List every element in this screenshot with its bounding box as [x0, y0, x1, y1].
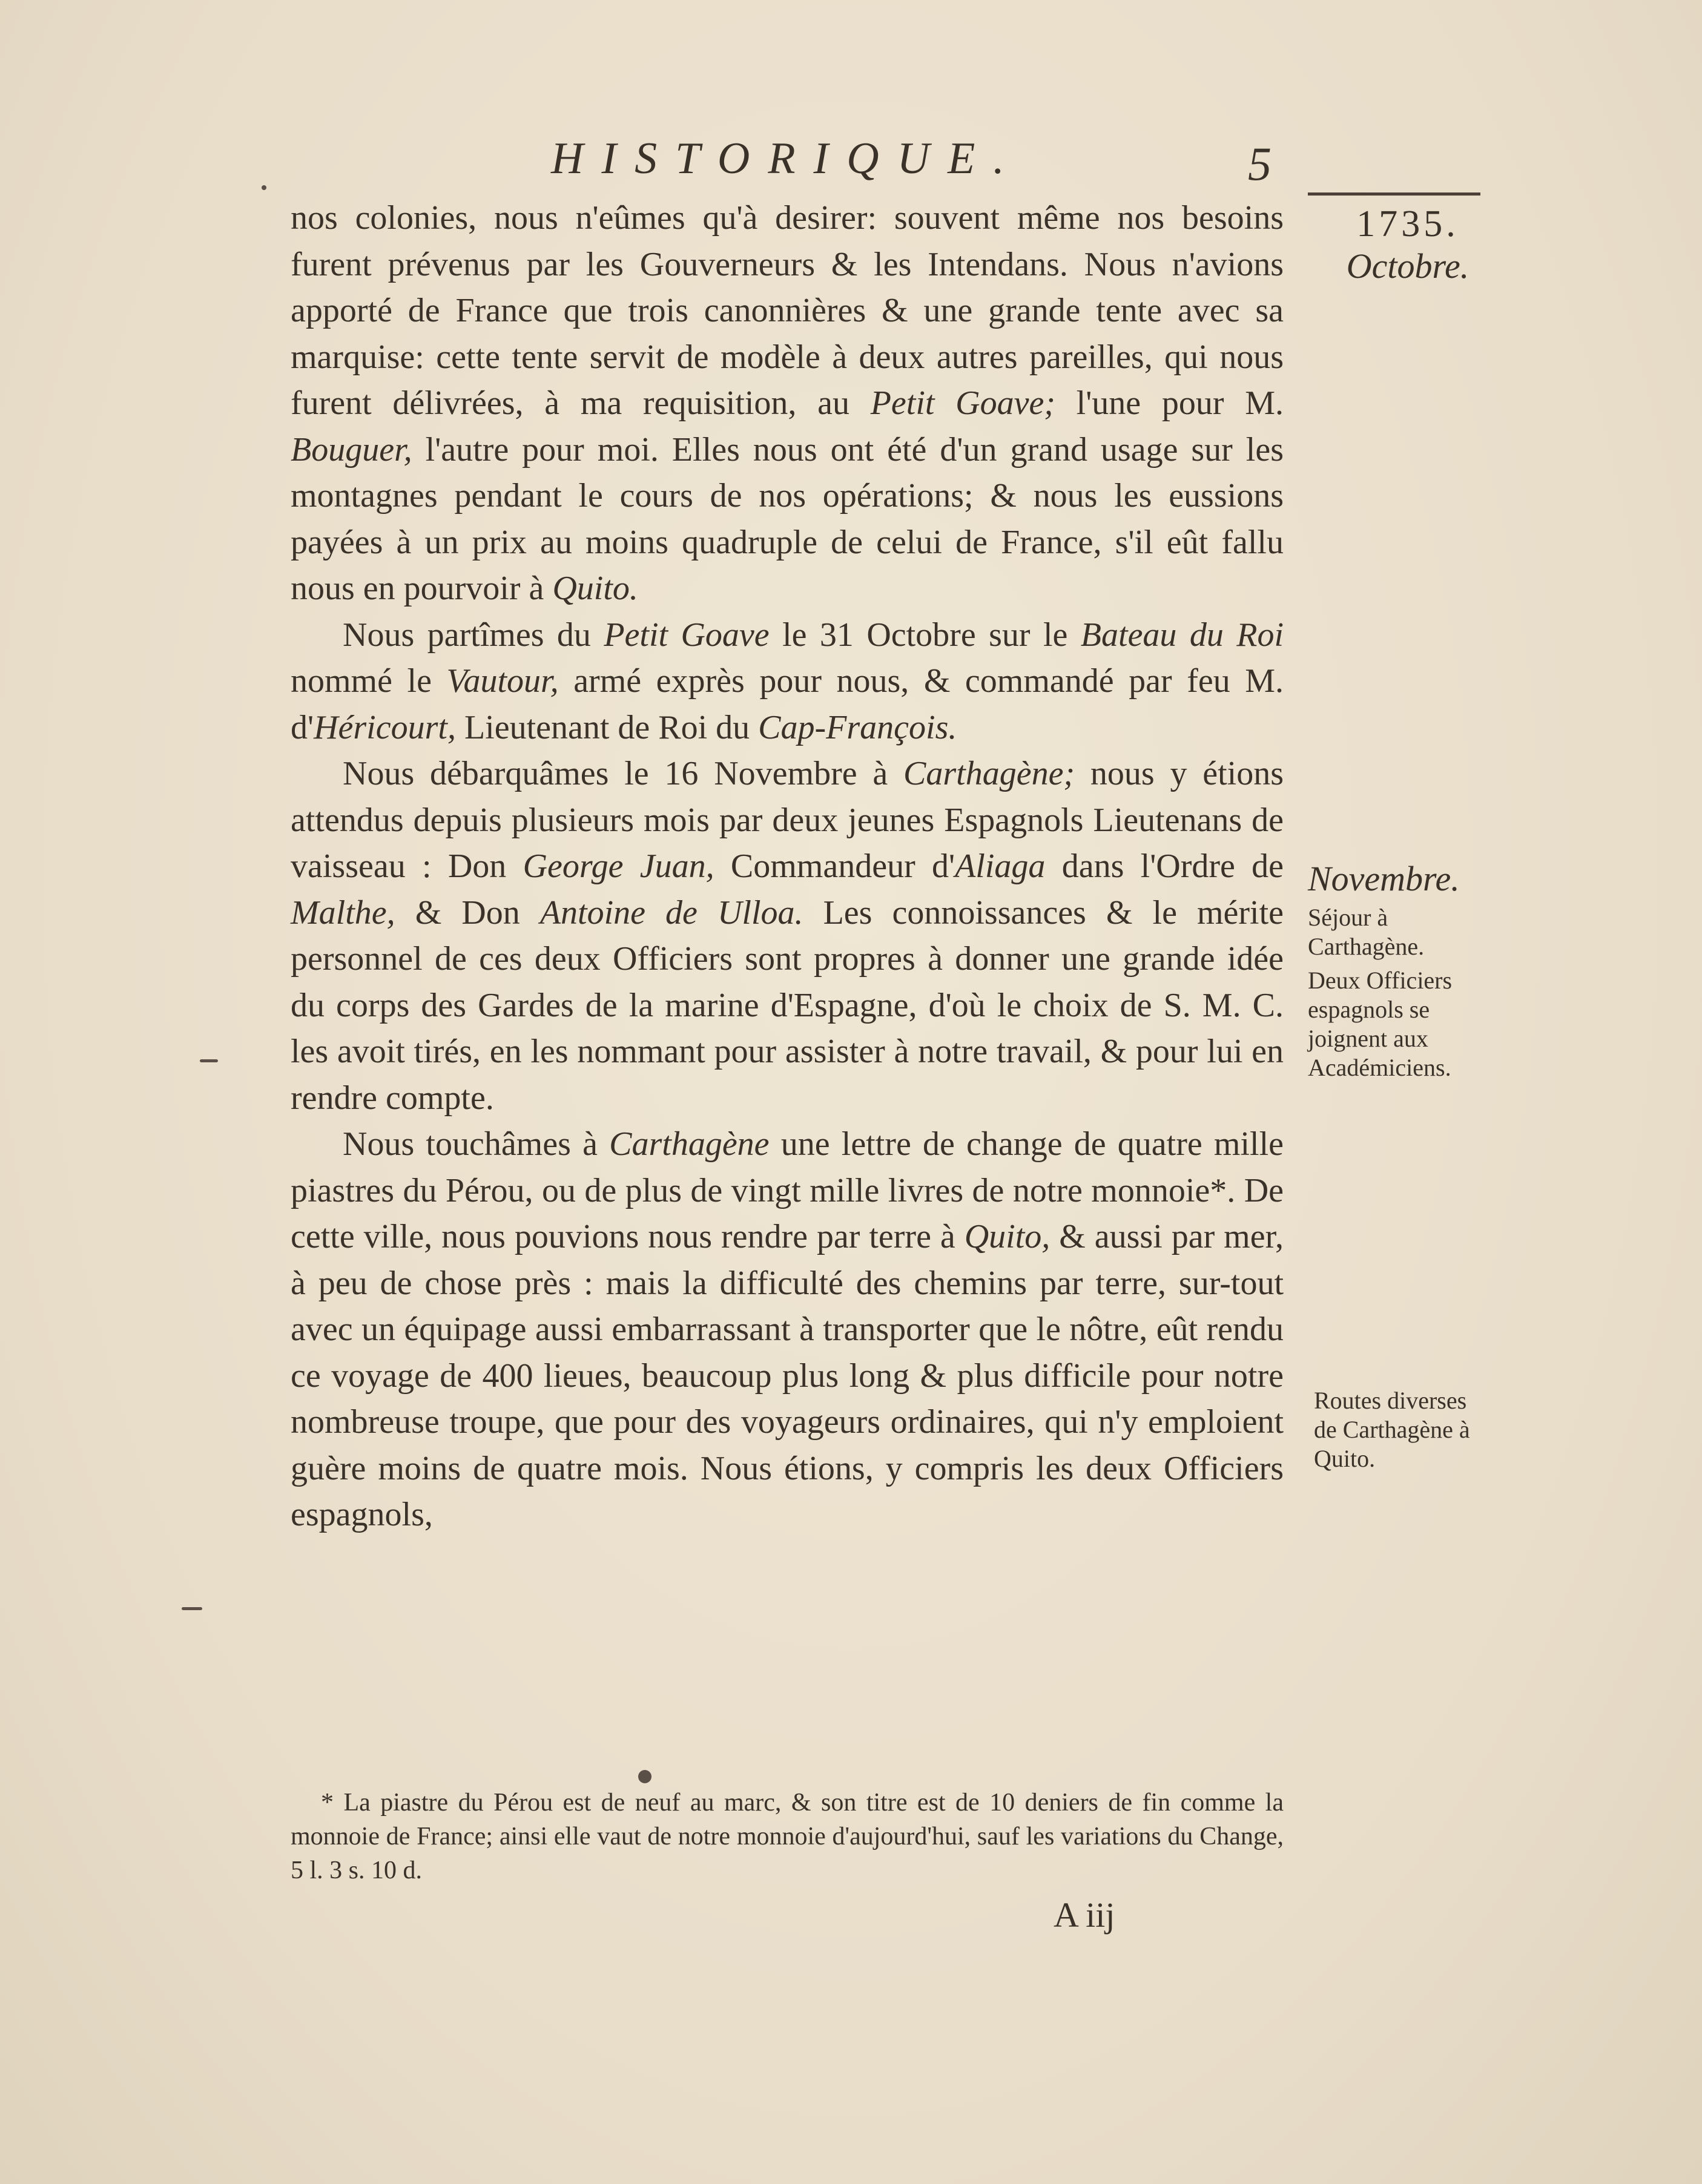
- margin-note-sejour: Séjour à Carthagène.: [1308, 904, 1425, 960]
- ink-speck: [262, 185, 266, 190]
- footnote: * La piastre du Pérou est de neuf au marc, & son titre est de 10 deniers de fin comme la monnoie de France; ainsi elle vaut de notre monnoie d'aujourd'hui, sauf les variations du Change, 5 l. 3 s. 10 d.: [291, 1789, 1284, 1884]
- margin-rule: [1308, 192, 1480, 196]
- signature-mark: A iij: [1054, 1895, 1115, 1935]
- ink-speck: [182, 1607, 202, 1610]
- margin-date: [1329, 203, 1486, 288]
- margin-note-officiers: Deux Officiers espagnols se joignent aux Académiciens.: [1308, 967, 1453, 1081]
- main-text: [291, 195, 1284, 1538]
- ink-speck: [200, 1059, 218, 1062]
- running-title: HISTORIQUE.: [551, 134, 1023, 183]
- paragraph-3: Nous débarquâmes le 16 Novembre à Carthagène; nous y étions attendus depuis plusieurs mois par deux jeunes Espagnols Lieutenans de vaisseau : Don George Juan, Commandeur d'Aliaga dans l'Ordre de Malthe, & Don Antoine de Ulloa. Les connoissances & le mérite personnel de ces deux Officiers sont propres à donner une grande idée du corps des Gardes de la marine d'Espagne, d'où le choix de S. M. C. les avoit tirés, en les nommant pour assister à notre travail, & pour lui en rendre compte.: [291, 755, 1284, 1117]
- page-header: [291, 133, 1296, 188]
- page-number: 5: [1248, 137, 1272, 190]
- ink-speck: [638, 1770, 651, 1783]
- margin-month-november: Novembre.: [1308, 859, 1460, 898]
- margin-note-routes: Routes diverses de Carthagène à Quito.: [1314, 1387, 1470, 1472]
- paragraph-1: nos colonies, nous n'eûmes qu'à desirer: souvent même nos besoins furent prévenus par les Gouverneurs & les Intendans. Nous n'avions apporté de France que trois canonnières & une grande tente avec sa marquise: cette tente servit de modèle à deux autres pareilles, qui nous furent délivrées, à ma requisition, au Petit Goave; l'une pour M. Bouguer, l'autre pour moi. Elles nous ont été d'un grand usage sur les montagnes pendant le cours de nos opérations; & nous les eussions payées à un prix au moins quadruple de celui de France, s'il eût fallu nous en pourvoir à Quito.: [291, 199, 1284, 607]
- paragraph-4: Nous touchâmes à Carthagène une lettre de change de quatre mille piastres du Pérou, ou de plus de vingt mille livres de notre monnoie*. De cette ville, nous pouvions nous rendre par terre à Quito, & aussi par mer, à peu de chose près : mais la difficulté des chemins par terre, sur-tout avec un équipage aussi embarrassant à transporter que le nôtre, eût rendu ce voyage de 400 lieues, beaucoup plus long & plus difficile pour notre nombreuse troupe, que pour des voyageurs ordinaires, qui n'y emploient guère moins de quatre mois. Nous étions, y compris les deux Officiers espagnols,: [291, 1125, 1284, 1533]
- paragraph-2: Nous partîmes du Petit Goave le 31 Octobre sur le Bateau du Roi nommé le Vautour, armé exprès pour nous, & commandé par feu M. d'Héricourt, Lieutenant de Roi du Cap-François.: [291, 616, 1284, 746]
- margin-year: 1735.: [1356, 203, 1459, 245]
- margin-november: [1308, 860, 1489, 1082]
- margin-month-october: Octobre.: [1346, 246, 1469, 286]
